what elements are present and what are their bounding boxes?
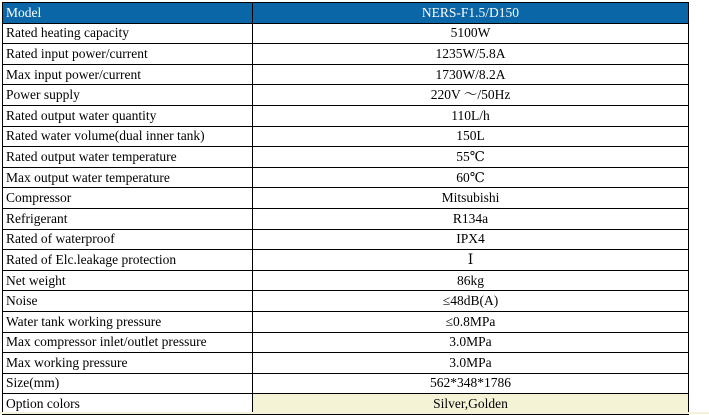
table-row xyxy=(3,64,689,85)
row-value: 110L/h xyxy=(253,105,689,126)
table-row xyxy=(3,85,689,106)
table-row xyxy=(3,373,689,394)
row-label: Noise xyxy=(3,291,253,312)
table-row xyxy=(3,147,689,168)
table-row xyxy=(3,188,689,209)
model-label: Model xyxy=(3,3,253,24)
table-row xyxy=(3,291,689,312)
row-label: Rated water volume(dual inner tank) xyxy=(3,126,253,147)
row-label: Rated of Elc.leakage protection xyxy=(3,250,253,271)
row-value: 150L xyxy=(253,126,689,147)
row-label: Rated output water quantity xyxy=(3,105,253,126)
row-value: Silver,Golden xyxy=(253,394,689,415)
model-value: NERS-F1.5/D150 xyxy=(253,3,689,24)
row-value: 562*348*1786 xyxy=(253,373,689,394)
row-label: Size(mm) xyxy=(3,373,253,394)
row-label: Max input power/current xyxy=(3,64,253,85)
row-label: Rated heating capacity xyxy=(3,23,253,44)
row-label: Option colors xyxy=(3,394,253,415)
row-value: ≤48dB(A) xyxy=(253,291,689,312)
specification-table xyxy=(2,2,689,415)
row-label: Max compressor inlet/outlet pressure xyxy=(3,332,253,353)
row-value: Mitsubishi xyxy=(253,188,689,209)
row-value: 86kg xyxy=(253,270,689,291)
row-value: 5100W xyxy=(253,23,689,44)
row-value: 55℃ xyxy=(253,147,689,168)
table-row xyxy=(3,23,689,44)
row-label: Rated output water temperature xyxy=(3,147,253,168)
row-value: 3.0MPa xyxy=(253,353,689,374)
row-label: Max working pressure xyxy=(3,353,253,374)
table-row xyxy=(3,353,689,374)
row-value: 1730W/8.2A xyxy=(253,64,689,85)
row-label: Net weight xyxy=(3,270,253,291)
table-row xyxy=(3,44,689,65)
table-row xyxy=(3,250,689,271)
table-row xyxy=(3,208,689,229)
row-value: R134a xyxy=(253,208,689,229)
table-row xyxy=(3,270,689,291)
row-value: 1235W/5.8A xyxy=(253,44,689,65)
row-value: 60℃ xyxy=(253,167,689,188)
row-label: Refrigerant xyxy=(3,208,253,229)
table-row xyxy=(3,332,689,353)
table-row xyxy=(3,167,689,188)
row-value: IPX4 xyxy=(253,229,689,250)
table-row xyxy=(3,229,689,250)
row-value: 3.0MPa xyxy=(253,332,689,353)
row-value: ≤0.8MPa xyxy=(253,311,689,332)
table-row xyxy=(3,105,689,126)
row-label: Rated of waterproof xyxy=(3,229,253,250)
row-label: Rated input power/current xyxy=(3,44,253,65)
table-row xyxy=(3,126,689,147)
row-value: Ⅰ xyxy=(253,250,689,271)
row-label: Water tank working pressure xyxy=(3,311,253,332)
row-label: Compressor xyxy=(3,188,253,209)
table-row xyxy=(3,311,689,332)
table-header-row xyxy=(3,3,689,24)
row-label: Power supply xyxy=(3,85,253,106)
row-value: 220V ～/50Hz xyxy=(253,85,689,106)
row-label: Max output water temperature xyxy=(3,167,253,188)
